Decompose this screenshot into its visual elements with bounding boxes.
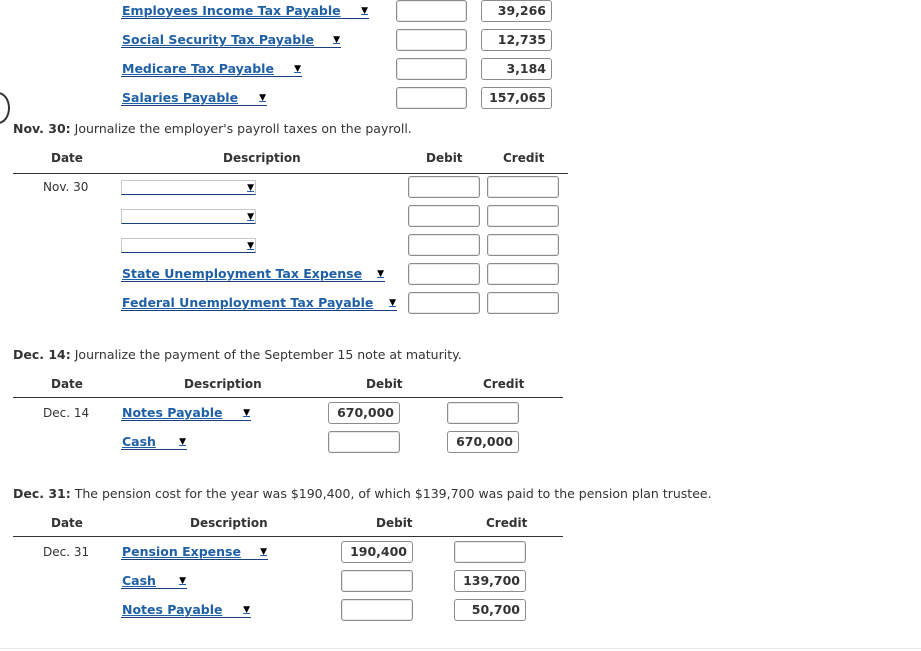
- header-credit: Credit: [483, 377, 525, 391]
- account-select-notes-payable[interactable]: [121, 602, 251, 618]
- instruction-text: Journalize the payment of the September 15 note at maturity.: [70, 347, 462, 362]
- header-description: Description: [223, 151, 301, 165]
- credit-input[interactable]: 157,065: [481, 87, 552, 109]
- header-description: Description: [184, 377, 262, 391]
- account-select-pension-expense[interactable]: [121, 544, 268, 560]
- header-date: Date: [51, 516, 83, 530]
- instruction-date: Nov. 30:: [13, 121, 71, 136]
- debit-input[interactable]: [408, 176, 480, 198]
- account-label: Federal Unemployment Tax Payable: [122, 295, 374, 310]
- chevron-down-icon: ▼: [179, 436, 186, 447]
- header-divider: [13, 397, 563, 398]
- account-select-cash[interactable]: [121, 573, 187, 589]
- debit-input[interactable]: [408, 205, 480, 227]
- account-select-salaries-payable[interactable]: [121, 90, 267, 106]
- account-select-medicare-tax[interactable]: [121, 61, 302, 77]
- credit-input[interactable]: 12,735: [481, 29, 552, 51]
- chevron-down-icon: ▼: [243, 604, 250, 615]
- debit-input[interactable]: [408, 234, 480, 256]
- account-label: Notes Payable: [122, 405, 223, 420]
- instruction-text: The pension cost for the year was $190,400, of which $139,700 was paid to the pension plan trustee.: [70, 486, 712, 501]
- instruction-text: Journalize the employer's payroll taxes on the payroll.: [70, 121, 412, 136]
- step-indicator-circle: [0, 92, 10, 124]
- credit-input[interactable]: [487, 292, 559, 314]
- credit-input[interactable]: 50,700: [454, 599, 526, 621]
- page-bottom-divider: [0, 648, 921, 649]
- credit-input[interactable]: 670,000: [447, 431, 519, 453]
- debit-input[interactable]: [396, 58, 467, 80]
- account-label: Cash: [122, 434, 156, 449]
- entry-date: Dec. 14: [43, 406, 90, 420]
- credit-input[interactable]: 139,700: [454, 570, 526, 592]
- instruction-date: Dec. 31:: [13, 486, 71, 501]
- account-label: Employees Income Tax Payable: [122, 3, 341, 18]
- account-select-state-unemployment[interactable]: [121, 266, 385, 282]
- account-select-blank-3[interactable]: [121, 238, 256, 253]
- entry-date: Dec. 31: [43, 545, 90, 559]
- instruction-date: Dec. 14:: [13, 347, 71, 362]
- credit-input[interactable]: [487, 263, 559, 285]
- header-debit: Debit: [426, 151, 463, 165]
- account-label: Pension Expense: [122, 544, 241, 559]
- debit-input[interactable]: 670,000: [328, 402, 400, 424]
- debit-input[interactable]: [328, 431, 400, 453]
- credit-input[interactable]: [487, 176, 559, 198]
- debit-input[interactable]: 190,400: [341, 541, 413, 563]
- credit-input[interactable]: [447, 402, 519, 424]
- header-date: Date: [51, 151, 83, 165]
- credit-input[interactable]: [487, 205, 559, 227]
- chevron-down-icon: ▼: [247, 240, 254, 251]
- account-select-employees-income-tax[interactable]: [121, 3, 369, 19]
- account-select-cash[interactable]: [121, 434, 187, 450]
- account-select-federal-unemployment[interactable]: [121, 295, 397, 311]
- header-date: Date: [51, 377, 83, 391]
- account-label: Salaries Payable: [122, 90, 239, 105]
- account-label: Notes Payable: [122, 602, 223, 617]
- account-label: State Unemployment Tax Expense: [122, 266, 363, 281]
- debit-input[interactable]: [408, 263, 480, 285]
- header-debit: Debit: [376, 516, 413, 530]
- account-label: Social Security Tax Payable: [122, 32, 315, 47]
- chevron-down-icon: ▼: [259, 92, 266, 103]
- entry-date: Nov. 30: [43, 180, 89, 194]
- chevron-down-icon: ▼: [247, 211, 254, 222]
- debit-input[interactable]: [341, 570, 413, 592]
- chevron-down-icon: ▼: [294, 63, 301, 74]
- header-credit: Credit: [503, 151, 545, 165]
- credit-input[interactable]: 3,184: [481, 58, 552, 80]
- credit-input[interactable]: 39,266: [481, 0, 552, 22]
- debit-input[interactable]: [408, 292, 480, 314]
- header-credit: Credit: [486, 516, 528, 530]
- instruction-dec14: [13, 347, 462, 362]
- chevron-down-icon: ▼: [389, 297, 396, 308]
- header-description: Description: [190, 516, 268, 530]
- account-select-notes-payable[interactable]: [121, 405, 251, 421]
- header-divider: [13, 173, 568, 174]
- debit-input[interactable]: [341, 599, 413, 621]
- chevron-down-icon: ▼: [377, 268, 384, 279]
- account-select-blank-1[interactable]: [121, 180, 256, 195]
- debit-input[interactable]: [396, 29, 467, 51]
- chevron-down-icon: ▼: [333, 34, 340, 45]
- chevron-down-icon: ▼: [361, 5, 368, 16]
- debit-input[interactable]: [396, 0, 467, 22]
- credit-input[interactable]: [454, 541, 526, 563]
- account-label: Cash: [122, 573, 156, 588]
- account-select-blank-2[interactable]: [121, 209, 256, 224]
- account-label: Medicare Tax Payable: [122, 61, 274, 76]
- debit-input[interactable]: [396, 87, 467, 109]
- instruction-nov30: [13, 121, 412, 136]
- header-debit: Debit: [366, 377, 403, 391]
- chevron-down-icon: ▼: [179, 575, 186, 586]
- account-select-social-security-tax[interactable]: [121, 32, 341, 48]
- credit-input[interactable]: [487, 234, 559, 256]
- chevron-down-icon: ▼: [243, 407, 250, 418]
- instruction-dec31: [13, 486, 712, 501]
- header-divider: [13, 536, 563, 537]
- chevron-down-icon: ▼: [247, 182, 254, 193]
- chevron-down-icon: ▼: [260, 546, 267, 557]
